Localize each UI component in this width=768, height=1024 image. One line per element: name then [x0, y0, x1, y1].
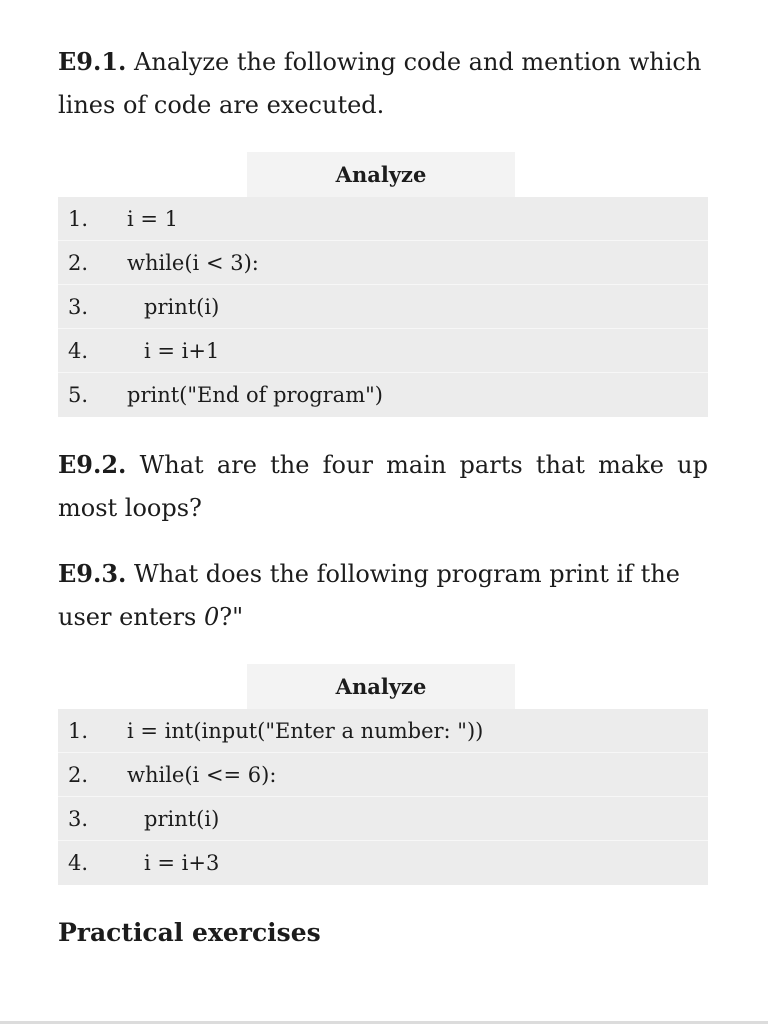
exercise-text-end: ?": [219, 603, 244, 631]
exercise-id: E9.2.: [58, 450, 127, 479]
line-number: 4.: [68, 338, 89, 363]
exercise-text: What does the following program print if the user enters: [58, 560, 680, 631]
code-row: [58, 285, 708, 329]
code-line: i = i+3: [144, 851, 220, 875]
code-line: print(i): [144, 806, 220, 831]
exercise-text: What are the four main parts that make up most loops?: [58, 451, 708, 522]
code-row: [58, 241, 708, 285]
code-line: i = int(input("Enter a number: ")): [127, 718, 484, 743]
line-number: 2.: [68, 250, 89, 275]
code-line: i = 1: [127, 206, 179, 231]
code-row: [58, 753, 708, 797]
analyze-header: Analyze: [247, 152, 515, 197]
section-title: Practical exercises: [58, 918, 321, 947]
line-number: 2.: [68, 762, 89, 787]
code-row: [58, 373, 708, 417]
line-number: 3.: [68, 806, 89, 831]
line-number: 1.: [68, 718, 89, 743]
exercise-text: Analyze the following code and mention which lines of code are executed.: [58, 48, 702, 119]
code-row: [58, 797, 708, 841]
analyze-header: Analyze: [247, 664, 515, 709]
code-table-1: [58, 197, 708, 417]
document-page: [58, 40, 708, 950]
exercise-text-italic: 0: [204, 603, 220, 631]
exercise-id: E9.1.: [58, 47, 127, 76]
exercise-id: E9.3.: [58, 559, 127, 588]
code-table-2: [58, 709, 708, 885]
exercise-e9-2: [58, 443, 708, 530]
code-line: while(i <= 6):: [127, 762, 277, 787]
line-number: 5.: [68, 383, 89, 407]
code-line: i = i+1: [144, 338, 220, 363]
code-row: [58, 197, 708, 241]
code-line: print(i): [144, 294, 220, 319]
code-row: [58, 841, 708, 885]
code-line: while(i < 3):: [127, 250, 259, 275]
line-number: 4.: [68, 851, 89, 875]
exercise-e9-3: [58, 552, 708, 639]
line-number: 3.: [68, 294, 89, 319]
line-number: 1.: [68, 206, 89, 231]
code-line: print("End of program"): [127, 383, 383, 407]
code-row: [58, 329, 708, 373]
code-row: [58, 709, 708, 753]
exercise-e9-1: [58, 40, 708, 127]
